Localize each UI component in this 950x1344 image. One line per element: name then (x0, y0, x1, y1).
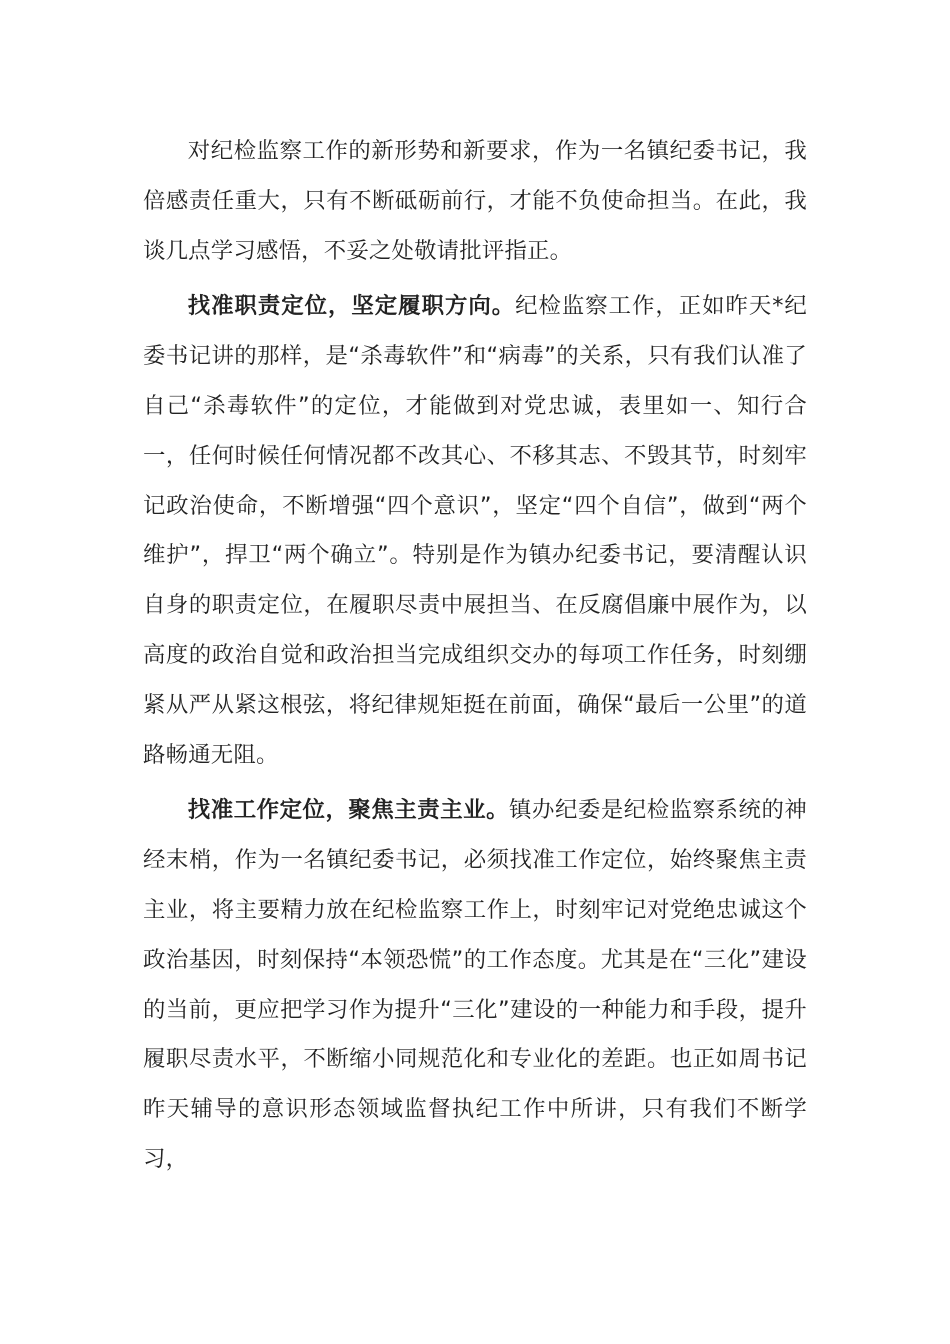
paragraph-work-positioning (143, 786, 807, 1184)
paragraph-text: 对纪检监察工作的新形势和新要求，作为一名镇纪委书记，我倍感责任重大，只有不断砥砺前行，才能不负使命担当。在此，我谈几点学习感悟，不妥之处敬请批评指正。 (143, 138, 807, 264)
paragraph-text: 镇办纪委是纪检监察系统的神经末梢，作为一名镇纪委书记，必须找准工作定位，始终聚焦主责主业，将主要精力放在纪检监察工作上，时刻牢记对党绝忠诚这个政治基因，时刻保持“本领恐慌”的工作态度。尤其是在“三化”建设的当前，更应把学习作为提升“三化”建设的一种能力和手段，提升履职尽责水平，不断缩小同规范化和专业化的差距。也正如周书记昨天辅导的意识形态领域监督执纪工作中所讲，只有我们不断学习， (143, 797, 807, 1172)
paragraph-lead: 找准职责定位，坚定履职方向。 (187, 293, 516, 320)
paragraph-text: 纪检监察工作，正如昨天*纪委书记讲的那样，是“杀毒软件”和“病毒”的关系，只有我们认准了自己“杀毒软件”的定位，才能做到对党忠诚，表里如一、知行合一，任何时候任何情况都不改其心、不移其志、不毁其节，时刻牢记政治使命，不断增强“四个意识”，坚定“四个自信”，做到“两个维护”，捍卫“两个确立”。特别是作为镇办纪委书记，要清醒认识自身的职责定位，在履职尽责中展担当、在反腐倡廉中展作为，以高度的政治自觉和政治担当完成组织交办的每项工作任务，时刻绷紧从严从紧这根弦，将纪律规矩挺在前面，确保“最后一公里”的道路畅通无阻。 (143, 293, 807, 768)
paragraph-duty-positioning (143, 282, 807, 780)
paragraph-intro (143, 127, 807, 276)
paragraph-lead: 找准工作定位，聚焦主责主业。 (187, 797, 510, 824)
document-body (143, 127, 807, 1191)
